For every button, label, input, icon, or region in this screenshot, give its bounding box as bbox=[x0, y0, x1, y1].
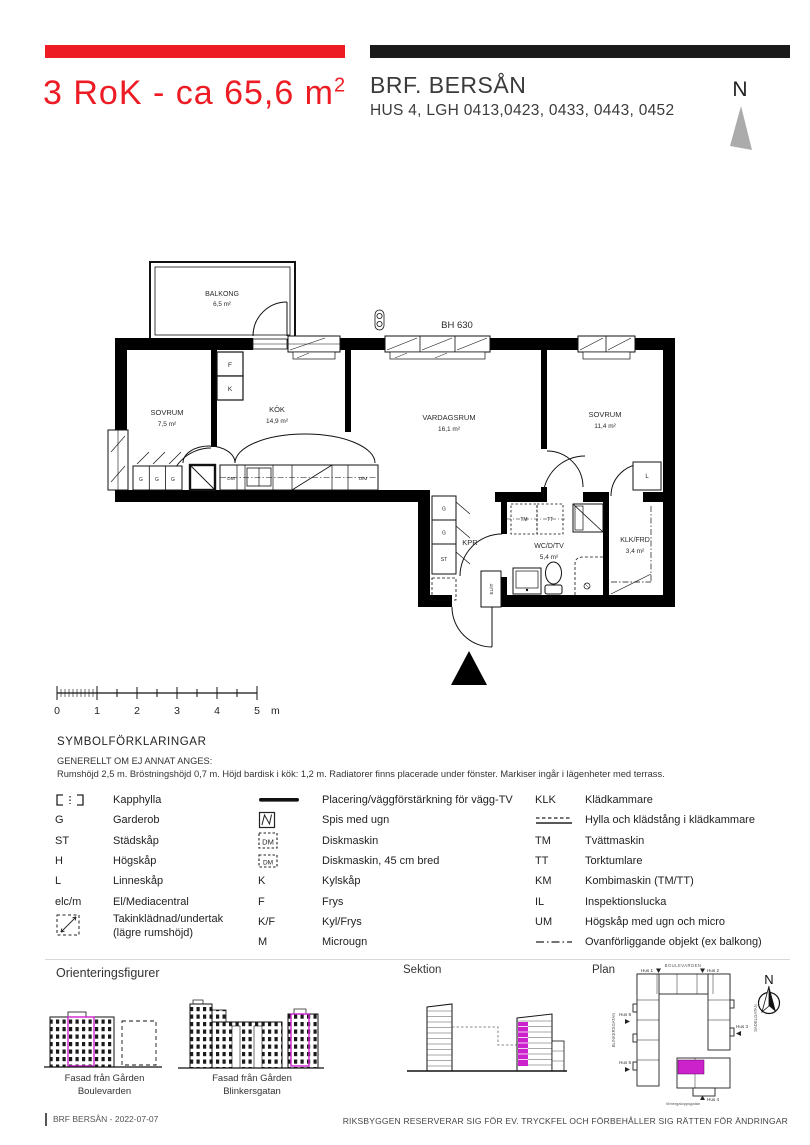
apartment-title-text: 3 RoK - ca 65,6 m bbox=[43, 74, 335, 112]
north-indicator bbox=[722, 78, 758, 159]
header-black-bar bbox=[370, 45, 790, 58]
dishwasher-45-icon bbox=[258, 854, 279, 869]
legend-item: L Linneskåp bbox=[55, 875, 164, 888]
svg-text:4: 4 bbox=[214, 705, 220, 717]
legend-item: G Garderob bbox=[55, 814, 160, 827]
hall-fixtures bbox=[432, 496, 501, 607]
legend-heading: SYMBOLFÖRKLARINGAR bbox=[57, 736, 207, 748]
svg-text:5,4 m²: 5,4 m² bbox=[539, 554, 559, 561]
legend-item: UM Högskåp med ugn och micro bbox=[535, 915, 726, 928]
legend-item: ST Städskåp bbox=[55, 834, 159, 847]
facade-figure-boulevarden bbox=[42, 1003, 167, 1073]
legend-item: F Frys bbox=[258, 895, 344, 908]
bh-label: BH 630 bbox=[441, 320, 473, 331]
svg-text:EL/IT: EL/IT bbox=[489, 583, 494, 595]
hus1-label: Hus 1 bbox=[641, 968, 654, 973]
svg-text:U/M: U/M bbox=[358, 477, 368, 482]
north-label: N bbox=[732, 78, 748, 101]
site-highlight-hus4 bbox=[678, 1060, 704, 1074]
svg-text:G: G bbox=[171, 477, 175, 483]
window bbox=[578, 336, 635, 359]
hus6-label: Hus 6 bbox=[619, 1012, 632, 1017]
room-label-kpr: KPR bbox=[462, 538, 478, 547]
tv-wall-line-icon bbox=[258, 796, 302, 804]
legend-item: Hylla och klädstång i klädkammare bbox=[535, 810, 790, 830]
svg-text:K: K bbox=[227, 386, 233, 393]
svg-text:2: 2 bbox=[134, 705, 140, 717]
svg-text:0: 0 bbox=[54, 705, 60, 717]
legend-general-text: Rumshöjd 2,5 m. Bröstningshöjd 0,7 m. Höjd bardisk i kök: 1,2 m. Radiatorer finns placerade under fönster. Markiser ingår i lägenheter med terrass. bbox=[57, 769, 665, 779]
svg-text:1: 1 bbox=[94, 705, 100, 717]
room-label-sovrum1: SOVRUM bbox=[150, 408, 184, 417]
legend-item: KM Kombimaskin (TM/TT) bbox=[535, 875, 694, 888]
street-label-top: BOULEVARDEN bbox=[664, 963, 702, 968]
legend-item: TM Tvättmaskin bbox=[535, 834, 645, 847]
facade-caption-blinkersgatan: Fasad från Gården Blinkersgatan bbox=[212, 1073, 292, 1097]
hus4-label: Hus 4 bbox=[707, 1097, 720, 1102]
scale-bar bbox=[45, 683, 285, 721]
entrance-arrow-icon bbox=[451, 651, 487, 685]
legend-column-2 bbox=[258, 790, 530, 952]
room-label-klk: KLK/FRD bbox=[620, 537, 650, 544]
footer-document-id: BRF BERSÅN - 2022-07-07 bbox=[45, 1113, 158, 1126]
legend-item: KLK Klädkammare bbox=[535, 794, 653, 807]
svg-text:m: m bbox=[271, 705, 280, 717]
svg-text:16,1 m²: 16,1 m² bbox=[437, 426, 461, 433]
undertak-icon bbox=[55, 912, 82, 938]
svg-text:L: L bbox=[645, 474, 649, 480]
stove-icon bbox=[258, 811, 276, 829]
street-label-bottom: Vintergaloppsgatan bbox=[665, 1101, 701, 1106]
street-label-left: BLINKERSGATAN bbox=[611, 1012, 616, 1048]
hus3-label: Hus 3 bbox=[736, 1024, 749, 1029]
project-subtitle: HUS 4, LGH 0413,0423, 0433, 0443, 0452 bbox=[370, 102, 675, 119]
orientation-heading: Orienteringsfigurer bbox=[56, 966, 160, 980]
window bbox=[385, 336, 490, 359]
legend-item: H Högskåp bbox=[55, 855, 157, 868]
dishwasher-icon bbox=[258, 832, 279, 850]
overhead-object-line-icon bbox=[535, 938, 573, 946]
door-arc-balcony bbox=[253, 302, 287, 349]
svg-text:G: G bbox=[442, 506, 446, 513]
shelf-rail-icon bbox=[535, 814, 573, 826]
window bbox=[288, 336, 340, 359]
closet-details bbox=[611, 462, 661, 594]
sektion-label: Sektion bbox=[403, 964, 442, 976]
window bbox=[108, 430, 128, 490]
legend-general-title: GENERELLT OM EJ ANNAT ANGES: bbox=[57, 756, 213, 766]
svg-text:G: G bbox=[139, 477, 143, 483]
svg-text:G: G bbox=[442, 530, 446, 537]
svg-text:DM: DM bbox=[227, 477, 235, 482]
svg-text:3,4 m²: 3,4 m² bbox=[625, 548, 645, 555]
sektion-figure bbox=[402, 993, 577, 1081]
room-label-sovrum2: SOVRUM bbox=[588, 410, 622, 419]
legend-item: Ovanförliggande objekt (ex balkong) bbox=[535, 932, 790, 952]
legend-item: K/F Kyl/Frys bbox=[258, 915, 362, 928]
room-label-kok: KÖK bbox=[269, 405, 285, 414]
plan-label: Plan bbox=[592, 964, 616, 976]
svg-text:N: N bbox=[764, 972, 774, 987]
hus2-label: Hus 2 bbox=[707, 968, 720, 973]
legend-item: Kapphylla bbox=[55, 790, 255, 810]
legend-item: K Kylskåp bbox=[258, 875, 361, 888]
apartment-title-sup: 2 bbox=[334, 74, 347, 97]
svg-text:11,4 m²: 11,4 m² bbox=[594, 423, 616, 430]
compass-rose-icon bbox=[750, 972, 788, 1020]
facade-figure-blinkersgatan bbox=[176, 998, 328, 1073]
project-name: BRF. BERSÅN bbox=[370, 72, 527, 98]
room-label-wc: WC/D/TV bbox=[534, 543, 564, 550]
svg-text:TM: TM bbox=[520, 517, 528, 523]
room-label-vardagsrum: VARDAGSRUM bbox=[422, 413, 476, 422]
legend-item: DM Diskmaskin bbox=[258, 831, 530, 851]
svg-text:ST: ST bbox=[440, 557, 448, 563]
svg-text:3: 3 bbox=[174, 705, 180, 717]
svg-text:F: F bbox=[228, 362, 232, 369]
legend-column-3 bbox=[535, 790, 790, 952]
floor-plan bbox=[105, 252, 685, 692]
facade-caption-boulevarden: Fasad från Gården Boulevarden bbox=[64, 1073, 145, 1097]
legend-item: elc/m El/Mediacentral bbox=[55, 895, 189, 908]
svg-text:7,5 m²: 7,5 m² bbox=[157, 421, 177, 428]
legend-item: Spis med ugn bbox=[258, 810, 530, 830]
header-red-bar bbox=[45, 45, 345, 58]
legend-item: Placering/väggförstärkning för vägg-TV bbox=[258, 790, 530, 810]
legend-item: TT Torktumlare bbox=[535, 855, 643, 868]
legend-item: Takinklädnad/undertak (lägre rumshöjd) bbox=[55, 912, 255, 946]
svg-text:DM: DM bbox=[262, 837, 274, 847]
site-plan-figure bbox=[605, 960, 765, 1110]
svg-text:5: 5 bbox=[254, 705, 260, 717]
legend-item: M Microugn bbox=[258, 936, 368, 949]
street-label-right: SADELGATAN bbox=[753, 1004, 758, 1032]
svg-text:TT: TT bbox=[546, 517, 554, 523]
svg-text:6,5 m²: 6,5 m² bbox=[213, 301, 231, 308]
legend-item: IL Inspektionslucka bbox=[535, 895, 667, 908]
vent-icon bbox=[375, 310, 384, 330]
footer-disclaimer: RIKSBYGGEN RESERVERAR SIG FÖR EV. TRYCKFEL OCH FÖRBEHÅLLER SIG RÄTTEN FÖR ÄNDRINGAR bbox=[342, 1116, 788, 1126]
legend-item: DM Diskmaskin, 45 cm bred bbox=[258, 851, 530, 871]
kapphylla-icon bbox=[55, 793, 85, 807]
hus5-label: Hus 5 bbox=[619, 1060, 632, 1065]
north-arrow-icon bbox=[722, 102, 758, 154]
room-label-balkong: BALKONG bbox=[205, 291, 239, 298]
svg-text:G: G bbox=[155, 477, 159, 483]
svg-text:DM: DM bbox=[262, 859, 274, 867]
legend-column-1 bbox=[55, 790, 255, 946]
svg-text:14,9 m²: 14,9 m² bbox=[265, 418, 289, 425]
apartment-title bbox=[43, 74, 346, 113]
